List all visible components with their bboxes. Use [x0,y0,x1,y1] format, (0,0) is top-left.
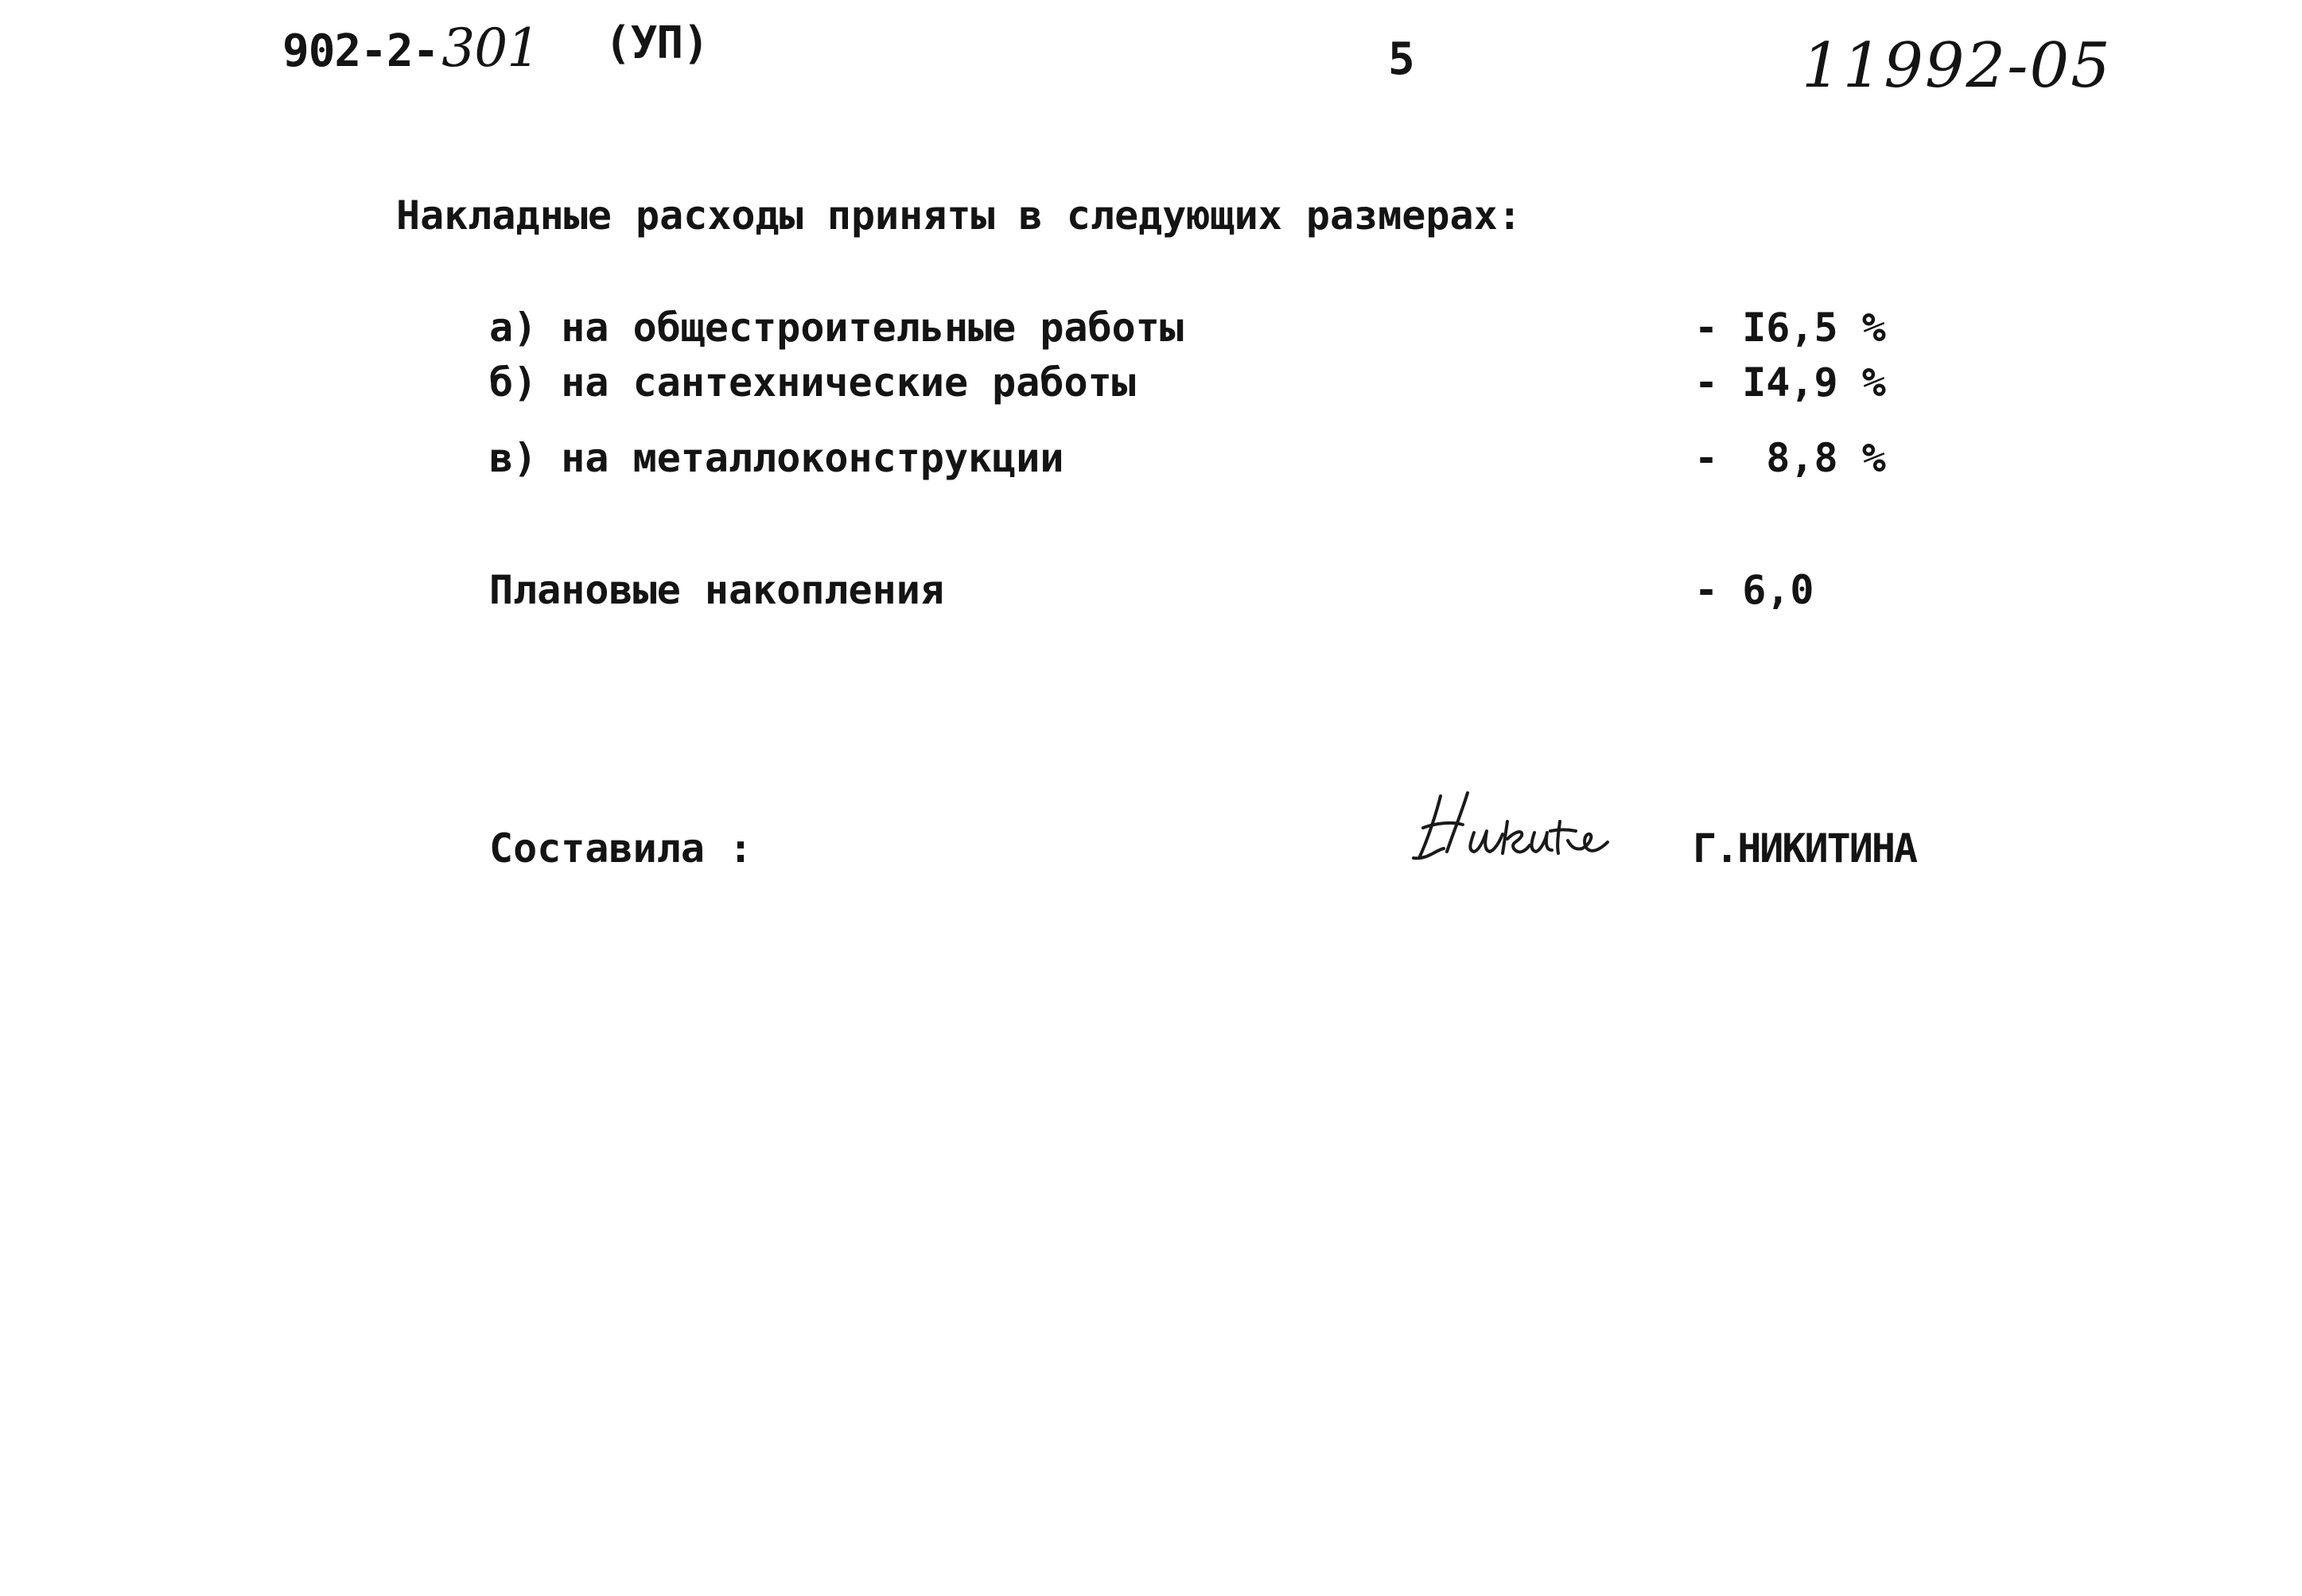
page-number: 5 [1388,33,1414,85]
handwritten-number: 11992-05 [1802,30,2112,102]
document-code-handwritten: 301 [441,17,540,79]
heading: Накладные расходы приняты в следующих размерах: [396,192,1522,239]
overhead-value-c: - 8,8 % [1694,435,1886,481]
signature [1412,783,1619,874]
planned-savings-value: - 6,0 [1694,567,1814,613]
overhead-label-c: в) на металлоконструкции [489,435,1064,481]
overhead-value-b: - I4,9 % [1694,359,1886,406]
document-code [282,17,539,79]
overhead-label-a: а) на общестроительные работы [489,305,1184,351]
author-name: Г.НИКИТИНА [1693,825,1917,872]
composed-by-label: Составила : [489,825,753,872]
overhead-value-a: - I6,5 % [1694,305,1886,351]
signature-image [1412,783,1619,871]
overhead-label-b: б) на сантехнические работы [489,359,1136,406]
planned-savings-label: Плановые накопления [489,567,944,613]
document-section: (УП) [605,17,709,69]
document-code-printed: 902-2- [282,25,439,77]
